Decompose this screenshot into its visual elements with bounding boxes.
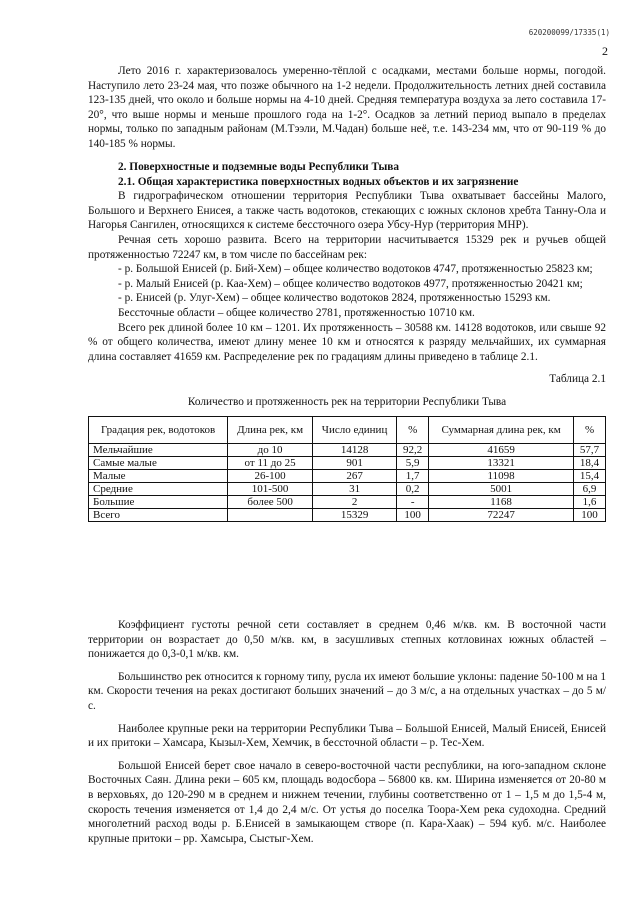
table-cell: 901 [312,456,396,469]
table-header-cell: Суммарная длина рек, км [429,416,574,443]
table-row [89,482,606,495]
table-row [89,456,606,469]
after-table-block [88,618,606,846]
table-cell: 100 [574,508,606,521]
table-cell: 18,4 [574,456,606,469]
table-row [89,443,606,456]
table-cell: 1168 [429,495,574,508]
table-cell: Малые [89,469,228,482]
table-header-cell: Число единиц [312,416,396,443]
table-header-cell: % [397,416,429,443]
table-cell: 11098 [429,469,574,482]
rivers-table [88,416,606,522]
paragraph-long-rivers: Всего рек длиной более 10 км – 1201. Их протяженность – 30588 км. 14128 водотоков, или свыше 92 % от общего количества, имеют длину менее 10 км и относятся к разряду мельчайших, их суммарная длина составляет 41659 км. Распределение рек по градациям длины приведено в таблице 2.1. [88,321,606,363]
basin-item-big-yenisei: - р. Большой Енисей (р. Бий-Хем) – общее количество водотоков 4747, протяженностью 25823 км; [118,263,593,276]
table-cell: Средние [89,482,228,495]
page-number: 2 [602,44,608,58]
paragraph-hydrography: В гидрографическом отношении территория Республики Тыва охватывает бассейны Малого, Большого и Верхнего Енисея, а также часть водотоков, стекающих с южных склонов хребта Танну-Ола и Нагорья Сангилен, относящихся к системе бессточного озера Убсу-Нур (территория МНР). [88,190,606,232]
table-header-cell: % [574,416,606,443]
table-cell: 2 [312,495,396,508]
table-header-cell: Градация рек, водотоков [89,416,228,443]
section-block [88,160,606,522]
table-caption: Количество и протяженность рек на территории Республики Тыва [187,395,507,408]
paragraph-mountain-rivers: Большинство рек относится к горному типу, русла их имеют большие уклоны: падение 50-100 м на 1 км. Скорости течения на реках достигают больших значений – до 3 м/с, а на отдельных участках – до 5 м/с. [88,670,606,712]
table-cell: 92,2 [397,443,429,456]
document-id: 620200099/17335(1) [528,28,610,37]
basin-item-small-yenisei: - р. Малый Енисей (р. Каа-Хем) – общее количество водотоков 4977, протяженностью 20421 км; [118,277,583,290]
table-cell: 1,7 [397,469,429,482]
table-cell: 1,6 [574,495,606,508]
table-header-cell: Длина рек, км [228,416,313,443]
table-header-row [89,416,606,443]
paragraph-largest-rivers: Наиболее крупные реки на территории Республики Тыва – Большой Енисей, Малый Енисей, Енисей и их притоки – Хамсара, Кызыл-Хем, Хемчик, в бессточной области – р. Тес-Хем. [88,722,606,750]
table-cell: 100 [397,508,429,521]
table-cell: 57,7 [574,443,606,456]
table-cell: 26-100 [228,469,313,482]
table-cell: 41659 [429,443,574,456]
table-cell: Всего [89,508,228,521]
intro-paragraph: Лето 2016 г. характеризовалось умеренно-тёплой с осадками, местами больше нормы, погодой. Наступило лето 23-24 мая, что позже обычного на 1-2 недели. Продолжительность летних дней составила 123-135 дней, что около и больше нормы на 4-10 дней. Средняя температура воздуха за лето составила 17-20°, что выше нормы и меньше прошлого года на 1-2°. Осадков за летний период выпало в пределах нормы, только по западным районам (М.Тээли, М.Чадан) больше неё, т.е. 143-234 мм, что от 90-119 % до 140-185 % нормы. [88,65,606,150]
table-row-total [89,508,606,521]
table-cell: Большие [89,495,228,508]
table-cell: 14128 [312,443,396,456]
table-cell: 13321 [429,456,574,469]
basin-item-yenisei: - р. Енисей (р. Улуг-Хем) – общее количество водотоков 2824, протяженностью 15293 км. [118,292,551,305]
table-cell: 72247 [429,508,574,521]
intro-block [88,64,606,152]
table-cell: - [397,495,429,508]
table-cell: 6,9 [574,482,606,495]
table-cell: 0,2 [397,482,429,495]
paragraph-endorheic: Бессточные области – общее количество 2781, протяженностью 10710 км. [118,306,475,319]
subsection-heading: 2.1. Общая характеристика поверхностных водных объектов и их загрязнение [118,175,519,188]
table-cell: 101-500 [228,482,313,495]
table-cell: 5001 [429,482,574,495]
table-cell: Мельчайшие [89,443,228,456]
table-cell: более 500 [228,495,313,508]
table-cell: 15,4 [574,469,606,482]
table-row [89,469,606,482]
table-cell: 5,9 [397,456,429,469]
table-cell [228,508,313,521]
table-row [89,495,606,508]
table-cell: 15329 [312,508,396,521]
table-cell: 267 [312,469,396,482]
section-heading: 2. Поверхностные и подземные воды Республики Тыва [118,161,400,173]
table-cell: 31 [312,482,396,495]
table-cell: Самые малые [89,456,228,469]
paragraph-density: Коэффициент густоты речной сети составляет в среднем 0,46 м/кв. км. В восточной части территории он возрастает до 0,50 м/кв. км, в засушливых степных котловинах южных областей – понижается до 0,3-0,1 м/кв. км. [88,619,606,661]
paragraph-river-network: Речная сеть хорошо развита. Всего на территории насчитывается 15329 рек и ручьев общей протяженностью 72247 км, в том числе по бассейнам рек: [88,233,606,261]
table-cell: от 11 до 25 [228,456,313,469]
table-label: Таблица 2.1 [549,373,606,386]
paragraph-big-yenisei: Большой Енисей берет свое начало в северо-восточной части республики, на юго-западном склоне Восточных Саян. Длина реки – 605 км, площадь водосбора – 56800 кв. км. Ширина изменяется от 20-80 м в верховьях, до 120-290 м в среднем и нижнем течении, глубины соответственно от 1 – 1,5 м до 1,5-4 м, скорость течения изменяется от 1,4 до 2,4 м/с. От устья до поселка Тоора-Хем река судоходна. Средний многолетний расход воды р. Б.Енисей в замыкающем створе (п. Кара-Хаак) – 594 куб. м/с. Наиболее крупные притоки – рр. Хамсыра, Сыстыг-Хем. [88,759,606,845]
table-cell: до 10 [228,443,313,456]
